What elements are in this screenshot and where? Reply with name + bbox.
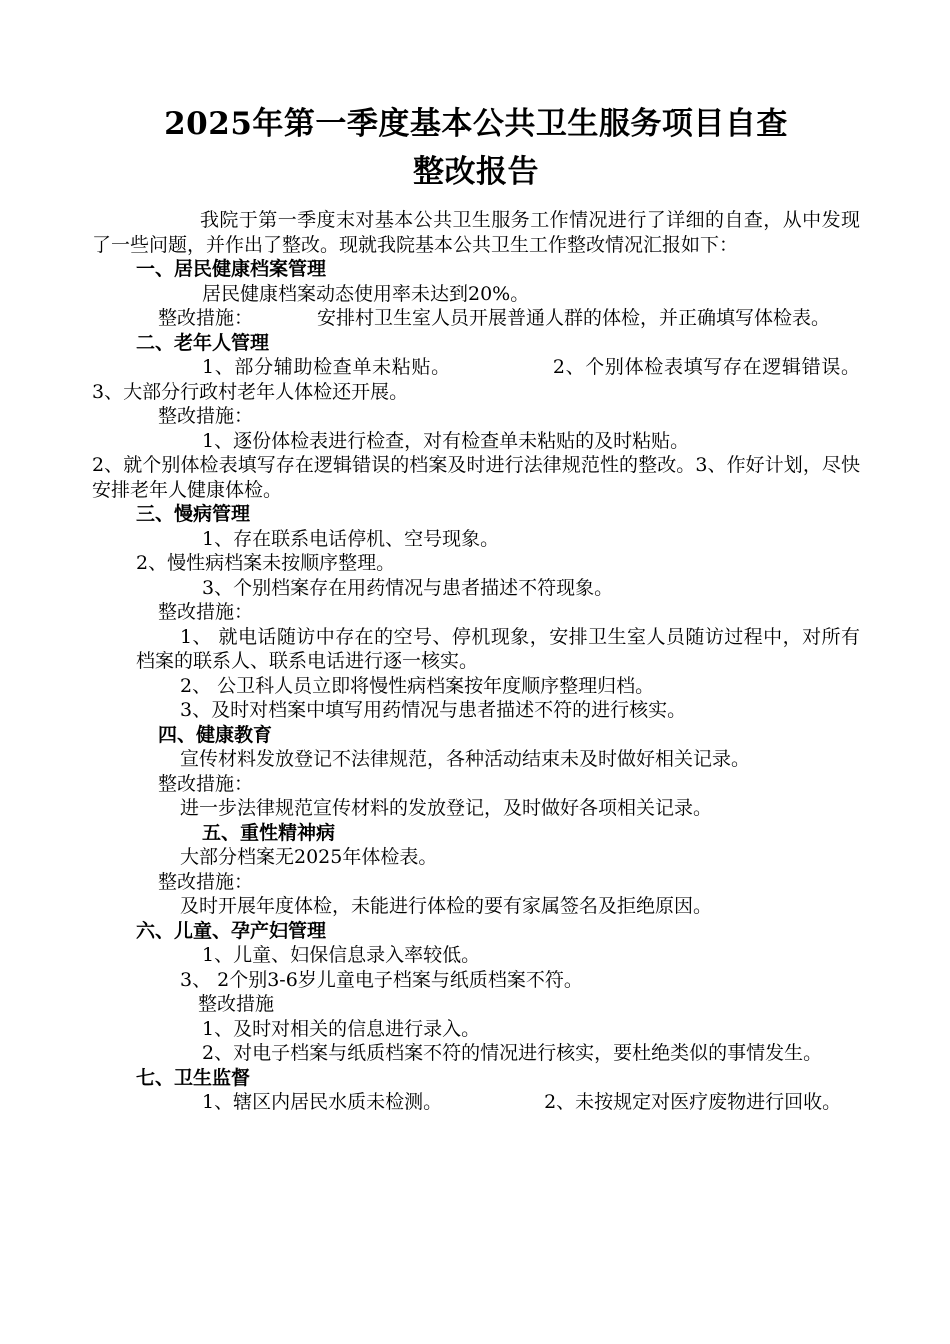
section-3-measure-3: 3、及时对档案中填写用药情况与患者描述不符的进行核实。 (180, 699, 687, 721)
section-1-heading: 一、居民健康档案管理 (136, 258, 327, 280)
section-1-measure-text: 安排村卫生室人员开展普通人群的体检，并正确填写体检表。 (317, 307, 831, 329)
section-3-issue-3: 3、个别档案存在用药情况与患者描述不符现象。 (202, 576, 614, 599)
section-4-measure-label: 整改措施： (158, 772, 254, 795)
section-4-heading: 四、健康教育 (158, 723, 273, 746)
section-2-measure-b: 2、就个别体检表填写存在逻辑错误的档案及时进行法律规范性的整改。3、作好计划，尽快安排老年人健康体检。 (92, 454, 860, 501)
document-title (92, 100, 860, 196)
section-1-measure (92, 306, 860, 331)
section-5-heading: 五、重性精神病 (202, 821, 336, 844)
section-1-issue: 居民健康档案动态使用率未达到20%。 (202, 282, 530, 305)
section-2-measure-a: 1、逐份体检表进行检查，对有检查单未粘贴的及时粘贴。 (202, 429, 690, 452)
section-7-heading: 七、卫生监督 (136, 1066, 251, 1089)
section-2-issue (92, 355, 860, 404)
section-2-issue-b: 2、个别体检表填写存在逻辑错误。3、大部分行政村老年人体检还开展。 (92, 356, 860, 403)
section-2-issue-a: 1、部分辅助检查单未粘贴。 (202, 356, 451, 378)
section-6-measure-2: 2、对电子档案与纸质档案不符的情况进行核实，要杜绝类似的事情发生。 (202, 1042, 823, 1064)
title-line-1: 2025年第一季度基本公共卫生服务项目自查 (164, 106, 788, 142)
section-7-issue-b: 2、未按规定对医疗废物进行回收。 (544, 1091, 842, 1113)
section-1-measure-label: 整改措施： (158, 307, 254, 329)
section-3-measure-2: 2、 公卫科人员立即将慢性病档案按年度顺序整理归档。 (180, 674, 655, 697)
document-body (92, 208, 860, 1115)
section-3-measure-1: 1、 就电话随访中存在的空号、停机现象，安排卫生室人员随访过程中，对所有档案的联系人、联系电话进行逐一核实。 (136, 625, 860, 672)
section-4-measure: 进一步法律规范宣传材料的发放登记，及时做好各项相关记录。 (180, 797, 713, 819)
section-3-heading: 三、慢病管理 (136, 503, 251, 525)
title-line-2: 整改报告 (413, 154, 539, 190)
section-3-measure-label: 整改措施： (158, 601, 254, 623)
section-6-measure-1: 1、及时对相关的信息进行录入。 (202, 1017, 481, 1040)
section-7-issue (92, 1090, 860, 1115)
section-5-measure: 及时开展年度体检，未能进行体检的要有家属签名及拒绝原因。 (180, 895, 713, 917)
section-5-issue: 大部分档案无2025年体检表。 (180, 846, 438, 868)
section-3-issue-1: 1、存在联系电话停机、空号现象。 (202, 527, 500, 550)
section-6-measure-label: 整改措施 (198, 993, 275, 1015)
section-3-issue-2: 2、慢性病档案未按顺序整理。 (136, 552, 396, 574)
section-6-heading: 六、儿童、孕产妇管理 (136, 919, 327, 942)
section-6-issue-1: 1、儿童、妇保信息录入率较低。 (202, 944, 481, 966)
section-2-heading: 二、老年人管理 (136, 331, 270, 354)
intro-paragraph: 我院于第一季度末对基本公共卫生服务工作情况进行了详细的自查，从中发现了一些问题，并作出了整改。现就我院基本公共卫生工作整改情况汇报如下： (92, 209, 860, 256)
section-2-measure-label: 整改措施： (158, 405, 254, 427)
section-4-issue: 宣传材料发放登记不法律规范，各种活动结束未及时做好相关记录。 (180, 748, 751, 770)
document-page (92, 100, 860, 1115)
section-5-measure-label: 整改措施： (158, 870, 254, 893)
section-6-issue-2: 3、 2个别3-6岁儿童电子档案与纸质档案不符。 (180, 968, 583, 991)
section-7-issue-a: 1、辖区内居民水质未检测。 (202, 1091, 443, 1113)
